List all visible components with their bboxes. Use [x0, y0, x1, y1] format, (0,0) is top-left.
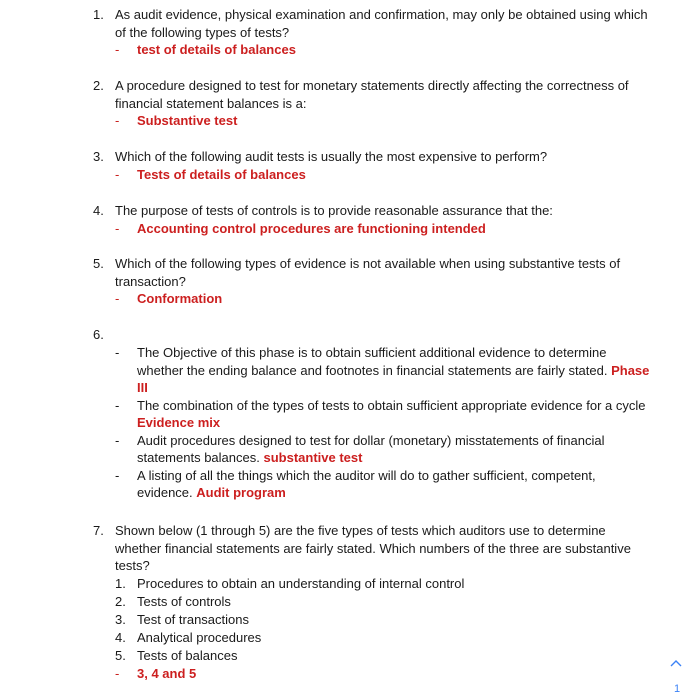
answer-text: Substantive test: [137, 113, 238, 128]
question-number: 6.: [93, 327, 104, 342]
question-number: 1.: [93, 7, 104, 22]
bullet-text: The combination of the types of tests to obtain sufficient appropriate evidence for a cycle: [137, 397, 646, 413]
chevron-up-icon-svg: [670, 659, 682, 667]
dash-bullet: -: [115, 166, 120, 182]
bullet-item: [115, 467, 653, 502]
dash-bullet: -: [115, 467, 120, 483]
answer-text: Evidence mix: [137, 415, 221, 430]
question-1: [93, 6, 653, 59]
bullet-text: Audit procedures designed to test for dollar (monetary) misstatements of financial statements balances.: [137, 432, 605, 465]
answer: [115, 220, 653, 238]
list-text: Procedures to obtain an understanding of internal control: [137, 575, 465, 591]
dash-bullet: -: [115, 291, 120, 306]
question-number: 5.: [93, 256, 104, 271]
answer: [115, 290, 653, 308]
question-text: A procedure designed to test for monetary statements directly affecting the correctness of financial statement balances is a:: [115, 78, 629, 111]
answer-text: Tests of details of balances: [137, 166, 306, 182]
dash-bullet: -: [115, 432, 120, 448]
question-4: [93, 202, 653, 237]
list-number: 3.: [115, 611, 126, 627]
answer-text: Audit program: [196, 485, 286, 500]
answer-text: Accounting control procedures are functioning intended: [137, 220, 486, 236]
dash-bullet: -: [115, 113, 120, 128]
bullet-item: [115, 344, 653, 397]
list-item: [115, 629, 653, 647]
list-item: [115, 575, 653, 593]
question-6: [93, 326, 653, 502]
question-7: [93, 522, 653, 682]
list-number: 2.: [115, 593, 126, 609]
chevron-up-icon[interactable]: [670, 655, 684, 669]
bullet-item: [115, 397, 653, 432]
answer: [115, 41, 653, 59]
answer-text: Phase III: [137, 362, 650, 395]
bullet-text: The Objective of this phase is to obtain sufficient additional evidence to determine whether the ending balance and footnotes in financial statements are fairly stated.: [137, 345, 608, 378]
question-number: 3.: [93, 149, 104, 164]
list-number: 5.: [115, 647, 126, 663]
dash-bullet: -: [115, 42, 120, 57]
list-item: [115, 647, 653, 665]
question-text: Which of the following types of evidence is not available when using substantive tests of transaction?: [115, 256, 621, 289]
list-item: [115, 593, 653, 611]
answer: [115, 166, 653, 184]
bullet-text: A listing of all the things which the auditor will do to gather sufficient, competent, evidence.: [137, 467, 596, 500]
list-number: 4.: [115, 629, 126, 645]
answer-text: 3, 4 and 5: [137, 665, 197, 681]
list-text: Test of transactions: [137, 611, 249, 627]
question-number: 4.: [93, 203, 104, 218]
question-3: [93, 148, 653, 183]
list-text: Tests of balances: [137, 647, 238, 663]
page-number: 1: [674, 683, 681, 695]
dash-bullet: -: [115, 665, 120, 681]
list-text: Analytical procedures: [137, 629, 262, 645]
question-text: As audit evidence, physical examination and confirmation, may only be obtained using which of the following types of tests?: [115, 7, 648, 40]
answer-text: Conformation: [137, 291, 223, 306]
answer-text: test of details of balances: [137, 42, 296, 57]
answer: [115, 665, 653, 683]
question-5: [93, 255, 653, 308]
dash-bullet: -: [115, 220, 120, 236]
question-text: Shown below (1 through 5) are the five types of tests which auditors use to determine whether financial statements are fairly stated. Which numbers of the three are substantive tests?: [115, 523, 631, 573]
question-text: Which of the following audit tests is usually the most expensive to perform?: [115, 149, 548, 164]
question-2: [93, 77, 653, 130]
answer-text: substantive test: [263, 450, 363, 465]
dash-bullet: -: [115, 345, 120, 360]
question-number: 2.: [93, 78, 104, 93]
question-text: The purpose of tests of controls is to provide reasonable assurance that the:: [115, 203, 553, 218]
list-item: [115, 611, 653, 629]
dash-bullet: -: [115, 397, 120, 413]
list-text: Tests of controls: [137, 593, 231, 609]
list-number: 1.: [115, 575, 126, 591]
answer: [115, 112, 653, 130]
bullet-item: [115, 432, 653, 467]
question-number: 7.: [93, 523, 104, 538]
